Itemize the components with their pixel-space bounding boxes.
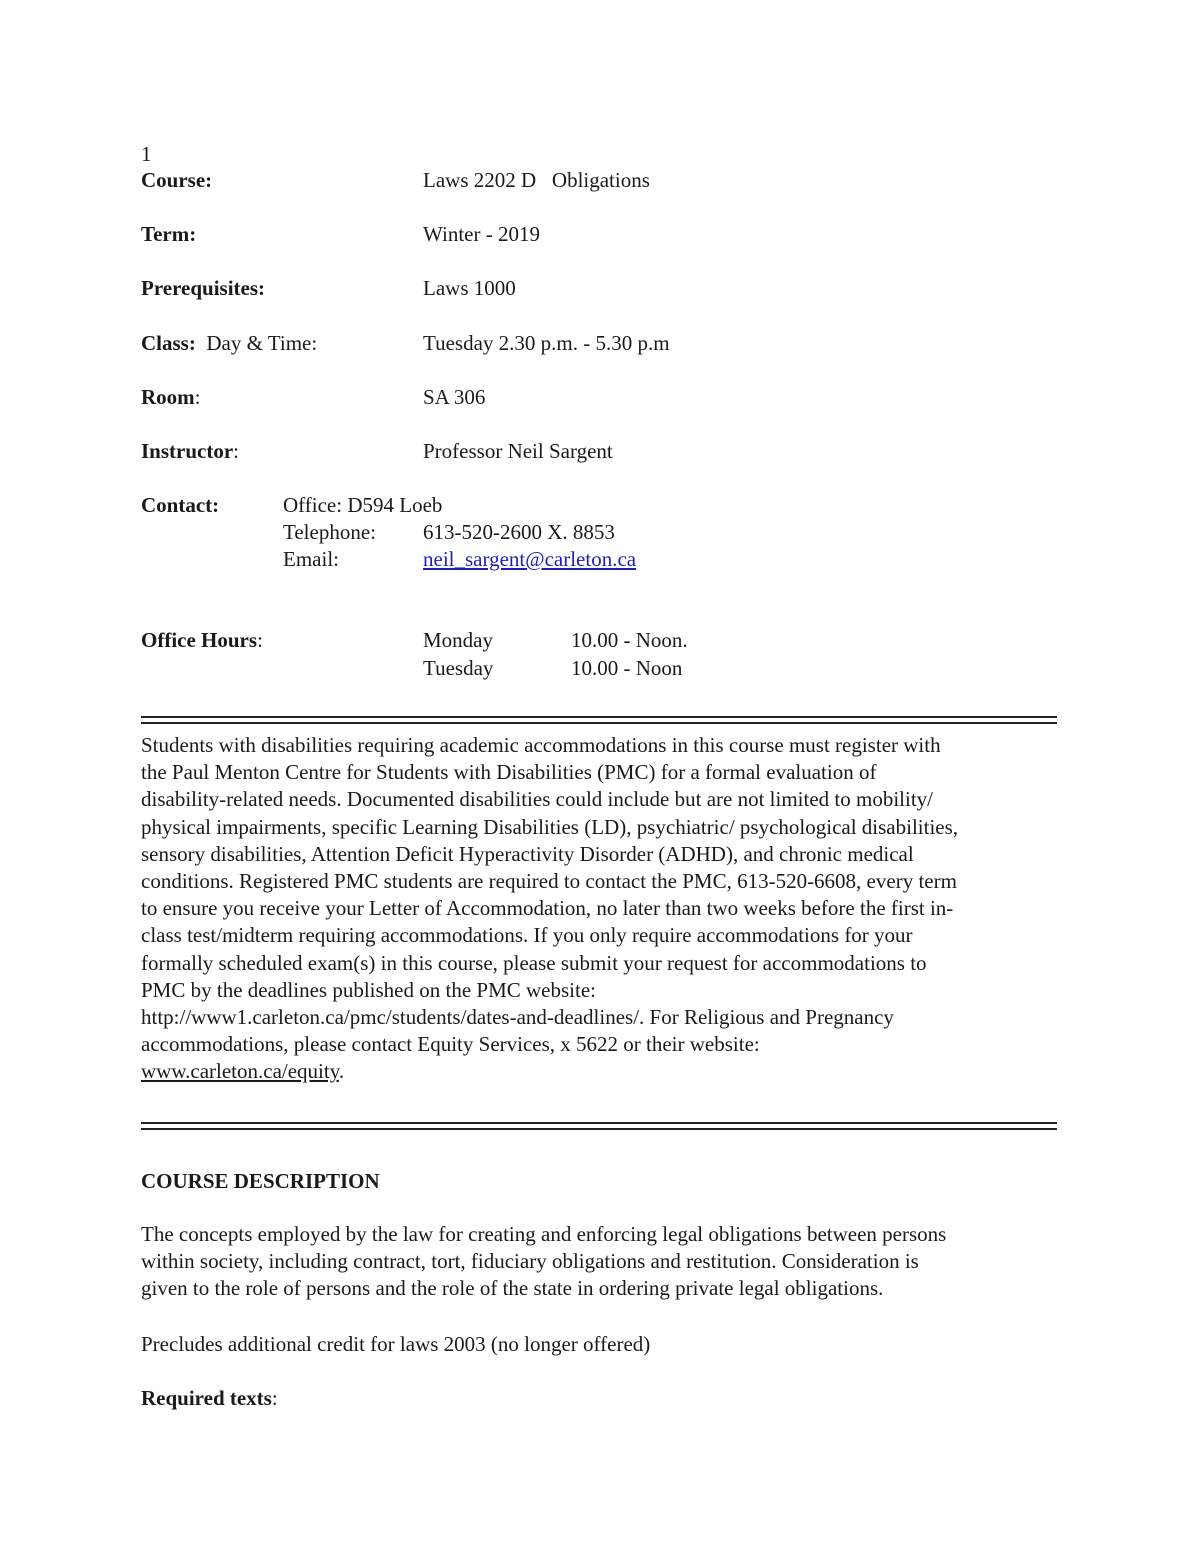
notice-line: conditions. Registered PMC students are required to contact the PMC, 613-520-6608, every term xyxy=(141,869,957,894)
notice-line: accommodations, please contact Equity Services, x 5622 or their website: xyxy=(141,1032,760,1057)
class-value: Tuesday 2.30 p.m. - 5.30 p.m xyxy=(423,331,670,355)
class-label: Class: Day & Time: xyxy=(141,331,318,355)
divider xyxy=(141,722,1057,724)
term-label: Term: xyxy=(141,222,197,246)
prerequisites-value: Laws 1000 xyxy=(423,276,516,300)
contact-email-link[interactable]: neil_sargent@carleton.ca xyxy=(423,547,637,571)
equity-link[interactable]: www.carleton.ca/equity xyxy=(141,1059,339,1084)
notice-line: class test/midterm requiring accommodations. If you only require accommodations for your xyxy=(141,923,913,948)
description-line: given to the role of persons and the role of the state in ordering private legal obligations. xyxy=(141,1276,884,1301)
notice-line: PMC by the deadlines published on the PMC website: xyxy=(141,977,596,1002)
office-hours-day: Monday xyxy=(423,628,493,652)
contact-label: Contact: xyxy=(141,493,220,517)
term-value: Winter - 2019 xyxy=(423,222,540,246)
divider xyxy=(141,716,1057,718)
course-description-heading: COURSE DESCRIPTION xyxy=(141,1169,380,1193)
contact-telephone-value: 613-520-2600 X. 8853 xyxy=(423,520,615,544)
description-line: within society, including contract, tort, fiduciary obligations and restitution. Consideration is xyxy=(141,1249,919,1274)
precludes-note: Precludes additional credit for laws 2003 (no longer offered) xyxy=(141,1332,651,1356)
contact-office: Office: D594 Loeb xyxy=(283,493,443,517)
page-number: 1 xyxy=(141,142,152,166)
notice-line-equity: www.carleton.ca/equity. xyxy=(141,1059,345,1084)
instructor-label: Instructor: xyxy=(141,439,239,463)
course-value: Laws 2202 D Obligations xyxy=(423,168,650,192)
notice-line: formally scheduled exam(s) in this course, please submit your request for accommodations to xyxy=(141,950,927,975)
divider xyxy=(141,1122,1057,1124)
divider xyxy=(141,1128,1057,1130)
room-label: Room: xyxy=(141,385,201,409)
course-description-body xyxy=(141,1221,1061,1303)
course-label: Course: xyxy=(141,168,213,192)
required-texts-label: Required texts: xyxy=(141,1386,278,1410)
notice-line: physical impairments, specific Learning Disabilities (LD), psychiatric/ psychological disabilities, xyxy=(141,814,959,839)
office-hours-time: 10.00 - Noon xyxy=(571,656,683,680)
contact-telephone-label: Telephone: xyxy=(283,520,376,544)
office-hours-day: Tuesday xyxy=(423,656,494,680)
notice-line: Students with disabilities requiring academic accommodations in this course must register with xyxy=(141,733,941,757)
room-value: SA 306 xyxy=(423,385,486,409)
office-hours-label: Office Hours: xyxy=(141,628,263,652)
notice-line: to ensure you receive your Letter of Accommodation, no later than two weeks before the first in- xyxy=(141,896,954,921)
notice-line: sensory disabilities, Attention Deficit Hyperactivity Disorder (ADHD), and chronic medical xyxy=(141,841,914,866)
contact-email-label: Email: xyxy=(283,547,339,571)
description-line: The concepts employed by the law for creating and enforcing legal obligations between persons xyxy=(141,1222,947,1246)
instructor-value: Professor Neil Sargent xyxy=(423,439,613,463)
prerequisites-label: Prerequisites: xyxy=(141,276,266,300)
notice-line: the Paul Menton Centre for Students with Disabilities (PMC) for a formal evaluation of xyxy=(141,760,877,785)
notice-line: http://www1.carleton.ca/pmc/students/dates-and-deadlines/. For Religious and Pregnancy xyxy=(141,1005,894,1030)
notice-line: disability-related needs. Documented disabilities could include but are not limited to mobility/ xyxy=(141,787,933,812)
accommodation-notice xyxy=(141,732,1061,1086)
office-hours-time: 10.00 - Noon. xyxy=(571,628,688,652)
